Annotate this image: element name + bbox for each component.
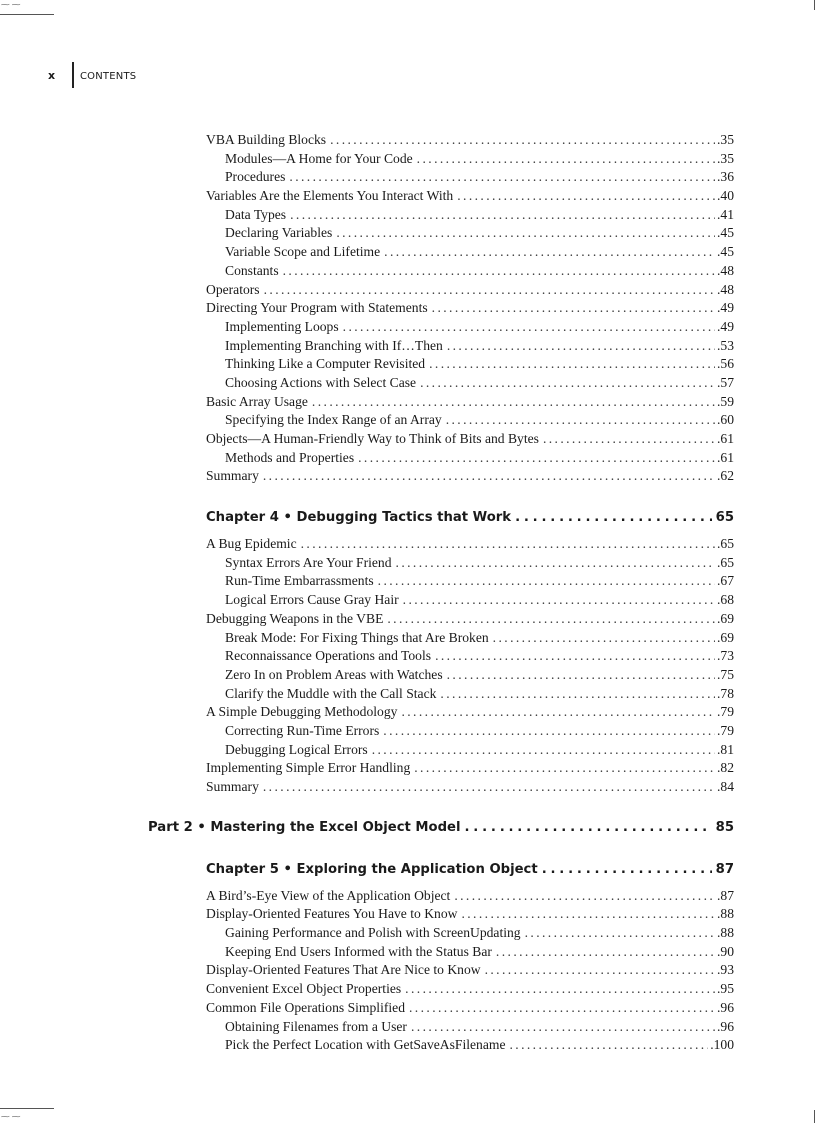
dot-leader: [372, 741, 715, 760]
part-title: Part 2 • Mastering the Excel Object Model: [148, 819, 461, 835]
toc-entry-page: .57: [717, 374, 734, 390]
toc-entry[interactable]: [206, 1018, 734, 1037]
part-heading[interactable]: [148, 817, 734, 839]
toc-entry[interactable]: [206, 224, 734, 243]
toc-entry-title: Summary: [206, 779, 259, 794]
dot-leader: [409, 999, 715, 1018]
dot-leader: [358, 449, 715, 468]
toc-entry-title: Syntax Errors Are Your Friend: [225, 554, 392, 570]
running-head: CONTENTS: [80, 70, 137, 82]
toc-entry-title: Summary: [206, 468, 259, 484]
page-header: [48, 62, 136, 88]
toc-entry[interactable]: [206, 629, 734, 648]
header-divider: [72, 62, 74, 88]
toc-entry-page: .73: [717, 648, 734, 664]
toc-entry-title: Logical Errors Cause Gray Hair: [225, 592, 399, 608]
toc-entry-page: .87: [717, 887, 734, 903]
toc-entry[interactable]: [206, 355, 734, 374]
toc-entry[interactable]: [206, 905, 734, 924]
dot-leader: [378, 572, 715, 591]
toc-entry-page: .96: [717, 1018, 734, 1034]
toc-entry[interactable]: [206, 572, 734, 591]
toc-entry-title: Gaining Performance and Polish with ScreenUpdating: [225, 925, 521, 941]
toc-entry[interactable]: [206, 393, 734, 412]
toc-entry[interactable]: [206, 943, 734, 962]
dot-leader: [440, 685, 715, 704]
toc-entry-title: Variable Scope and Lifetime: [225, 244, 381, 260]
toc-entry[interactable]: [206, 647, 734, 666]
toc-entry-title: Implementing Simple Error Handling: [206, 760, 411, 776]
dot-leader: [283, 262, 715, 281]
toc-entry[interactable]: [206, 666, 734, 685]
toc-entry-title: Implementing Branching with If…Then: [225, 337, 443, 353]
toc-entry-page: .53: [717, 337, 734, 353]
dot-leader: [387, 610, 715, 629]
toc-entry-page: .36: [717, 169, 734, 185]
toc-entry[interactable]: [206, 722, 734, 741]
dot-leader: [435, 647, 715, 666]
dot-leader: [420, 374, 715, 393]
toc-entry-title: Break Mode: For Fixing Things that Are Broken: [225, 629, 489, 645]
toc-entry[interactable]: [206, 150, 734, 169]
toc-entry-page: .88: [717, 906, 734, 922]
dot-leader: [429, 355, 715, 374]
toc-entry-page: .41: [717, 206, 734, 222]
toc-entry[interactable]: [206, 703, 734, 722]
dot-leader: [542, 859, 712, 881]
toc-entry-page: .75: [717, 666, 734, 682]
toc-entry-title: Specifying the Index Range of an Array: [225, 412, 442, 428]
toc-entry-title: Declaring Variables: [225, 225, 333, 241]
dot-leader: [414, 759, 715, 778]
dot-leader: [396, 554, 715, 573]
toc-entry[interactable]: [206, 168, 734, 187]
printer-mark-icon: ~~: [0, 0, 22, 9]
toc-entry-title: Debugging Weapons in the VBE: [206, 610, 384, 626]
toc-entry-title: VBA Building Blocks: [206, 132, 327, 147]
toc-entry-page: .56: [717, 356, 734, 372]
toc-entry-page: .96: [717, 999, 734, 1015]
toc-entry-title: Data Types: [225, 206, 287, 222]
toc-entry-title: Clarify the Muddle with the Call Stack: [225, 685, 437, 701]
chapter-title: Chapter 4 • Debugging Tactics that Work: [206, 510, 512, 526]
toc-entry-title: Reconnaissance Operations and Tools: [225, 648, 432, 664]
toc-entry-page: .69: [717, 629, 734, 645]
dot-leader: [493, 629, 715, 648]
toc-entry-title: Display-Oriented Features You Have to Know: [206, 906, 458, 922]
toc-entry-page: .49: [717, 318, 734, 334]
toc-entry[interactable]: [206, 449, 734, 468]
toc-entry-page: .35: [717, 150, 734, 166]
toc-entry[interactable]: [206, 554, 734, 573]
toc-entry-page: .60: [717, 412, 734, 428]
chapter-page: 87: [715, 861, 734, 877]
dot-leader: [383, 722, 715, 741]
table-of-contents: [148, 131, 734, 1055]
toc-entry-page: .79: [717, 704, 734, 720]
toc-entry[interactable]: [206, 924, 734, 943]
chapter-title: Chapter 5 • Exploring the Application Object: [206, 861, 538, 877]
toc-entry[interactable]: [206, 299, 734, 318]
toc-entry-page: .62: [717, 468, 734, 484]
dot-leader: [336, 224, 715, 243]
dot-leader: [403, 591, 715, 610]
toc-entry-page: .49: [717, 300, 734, 316]
dot-leader: [446, 411, 715, 430]
toc-entry[interactable]: [206, 1036, 734, 1055]
toc-section-chapter5: [206, 887, 734, 1055]
toc-entry-page: .45: [717, 225, 734, 241]
toc-entry-page: .82: [717, 760, 734, 776]
toc-entry-page: .59: [717, 393, 734, 409]
toc-entry-title: Basic Array Usage: [206, 393, 308, 409]
toc-entry-page: .40: [717, 188, 734, 204]
toc-entry-page: .35: [717, 132, 734, 147]
toc-entry-page: .78: [717, 685, 734, 701]
toc-entry-page: .100: [710, 1037, 734, 1053]
toc-entry-title: Choosing Actions with Select Case: [225, 374, 417, 390]
toc-entry-page: .48: [717, 281, 734, 297]
toc-entry[interactable]: [206, 187, 734, 206]
toc-entry-page: .45: [717, 244, 734, 260]
toc-entry-page: .48: [717, 262, 734, 278]
printer-mark-icon: ~~: [0, 1112, 22, 1121]
dot-leader: [461, 905, 715, 924]
toc-entry-page: .93: [717, 962, 734, 978]
toc-section-chapter4: [206, 535, 734, 797]
dot-leader: [496, 943, 715, 962]
dot-leader: [447, 337, 715, 356]
toc-entry-page: .61: [717, 449, 734, 465]
toc-entry-title: Constants: [225, 262, 279, 278]
dot-leader: [301, 535, 715, 554]
toc-entry[interactable]: [206, 411, 734, 430]
toc-entry-title: A Simple Debugging Methodology: [206, 704, 398, 720]
toc-entry-title: A Bird’s-Eye View of the Application Object: [206, 887, 451, 903]
toc-entry-title: Run-Time Embarrassments: [225, 573, 374, 589]
toc-entry-title: Zero In on Problem Areas with Watches: [225, 666, 443, 682]
toc-entry[interactable]: [206, 374, 734, 393]
toc-entry-page: .90: [717, 943, 734, 959]
toc-entry-title: Obtaining Filenames from a User: [225, 1018, 407, 1034]
toc-entry-title: Operators: [206, 281, 260, 297]
dot-leader: [330, 131, 715, 150]
dot-leader: [485, 961, 715, 980]
toc-entry[interactable]: [206, 430, 734, 449]
toc-entry-page: .61: [717, 431, 734, 446]
chapter-heading[interactable]: [206, 507, 734, 529]
dot-leader: [289, 168, 715, 187]
toc-entry-title: Keeping End Users Informed with the Status Bar: [225, 943, 492, 959]
toc-entry-page: .69: [717, 610, 734, 626]
toc-entry-title: Thinking Like a Computer Revisited: [225, 356, 426, 372]
page-number: x: [48, 68, 56, 82]
toc-entry-title: Directing Your Program with Statements: [206, 300, 428, 316]
toc-entry[interactable]: [206, 337, 734, 356]
toc-entry-page: .67: [717, 573, 734, 589]
toc-entry-page: .81: [717, 741, 734, 757]
toc-entry-page: .68: [717, 592, 734, 608]
toc-entry-title: Display-Oriented Features That Are Nice to Know: [206, 962, 481, 978]
toc-entry[interactable]: [206, 778, 734, 797]
dot-leader: [525, 924, 715, 943]
crop-mark-top-right: [814, 0, 815, 10]
dot-leader: [509, 1036, 708, 1055]
toc-entry[interactable]: [206, 980, 734, 999]
toc-entry[interactable]: [206, 281, 734, 300]
dot-leader: [405, 980, 715, 999]
toc-entry-page: .95: [717, 981, 734, 997]
toc-entry[interactable]: [206, 591, 734, 610]
dot-leader: [263, 467, 715, 486]
dot-leader: [447, 666, 715, 685]
toc-entry-title: A Bug Epidemic: [206, 536, 297, 552]
part-page: 85: [715, 819, 734, 835]
toc-entry[interactable]: [206, 243, 734, 262]
dot-leader: [290, 206, 715, 225]
toc-entry-title: Convenient Excel Object Properties: [206, 981, 402, 997]
toc-entry-page: .65: [717, 536, 734, 552]
toc-entry-title: Variables Are the Elements You Interact With: [206, 188, 454, 204]
toc-entry-title: Methods and Properties: [225, 449, 355, 465]
crop-mark-bottom-right: [814, 1110, 815, 1123]
toc-entry[interactable]: [206, 999, 734, 1018]
toc-entry-page: .65: [717, 554, 734, 570]
crop-mark-bottom-left: [0, 1108, 54, 1109]
dot-leader: [417, 150, 715, 169]
toc-entry[interactable]: [206, 318, 734, 337]
toc-entry-title: Procedures: [225, 169, 286, 185]
toc-entry-page: .79: [717, 722, 734, 738]
dot-leader: [454, 887, 715, 906]
toc-entry-title: Modules—A Home for Your Code: [225, 150, 413, 166]
dot-leader: [457, 187, 715, 206]
toc-entry[interactable]: [206, 961, 734, 980]
chapter-heading[interactable]: [206, 859, 734, 881]
toc-entry-title: Common File Operations Simplified: [206, 999, 405, 1015]
toc-entry-title: Objects—A Human-Friendly Way to Think of Bits and Bytes: [206, 431, 539, 446]
toc-entry[interactable]: [206, 887, 734, 906]
dot-leader: [543, 430, 715, 449]
dot-leader: [264, 281, 715, 300]
toc-entry-title: Correcting Run-Time Errors: [225, 722, 380, 738]
toc-section-chapter3: [206, 131, 734, 486]
toc-entry-page: .88: [717, 925, 734, 941]
toc-entry[interactable]: [206, 262, 734, 281]
toc-entry[interactable]: [206, 206, 734, 225]
crop-mark-top-left: [0, 14, 54, 15]
dot-leader: [465, 817, 712, 839]
dot-leader: [263, 778, 715, 797]
toc-entry[interactable]: [206, 759, 734, 778]
chapter-page: 65: [715, 510, 734, 526]
toc-entry[interactable]: [206, 131, 734, 150]
toc-entry-title: Debugging Logical Errors: [225, 741, 368, 757]
toc-entry[interactable]: [206, 741, 734, 760]
toc-entry-title: Pick the Perfect Location with GetSaveAsFilename: [225, 1037, 506, 1053]
toc-entry-page: .84: [717, 779, 734, 794]
toc-entry-title: Implementing Loops: [225, 318, 339, 334]
dot-leader: [343, 318, 715, 337]
toc-entry[interactable]: [206, 610, 734, 629]
dot-leader: [515, 507, 712, 529]
dot-leader: [432, 299, 715, 318]
dot-leader: [401, 703, 715, 722]
dot-leader: [312, 393, 715, 412]
dot-leader: [384, 243, 715, 262]
dot-leader: [411, 1018, 715, 1037]
toc-entry[interactable]: [206, 685, 734, 704]
toc-entry[interactable]: [206, 535, 734, 554]
toc-entry[interactable]: [206, 467, 734, 486]
